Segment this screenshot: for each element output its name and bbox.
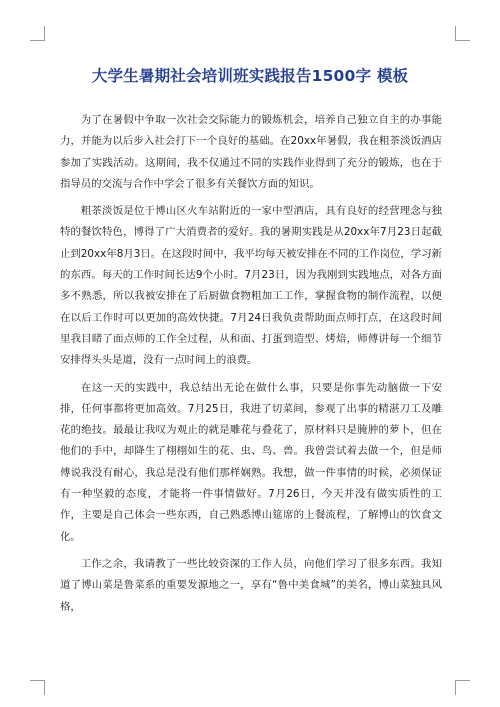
paragraph: 粗茶淡饭是位于博山区火车站附近的一家中型酒店，具有良好的经营理念与独特的餐饮特色，博得了广大消费者的爱好。我的暑期实践是从20xx年7月23日起截止到20xx年8月3日。在这段时间中，我平均每天被安排在不同的工作岗位，学习新的东西。每天的工作时间长达9个小时。7月23日，因为我刚到实践地点，对各方面多不熟悉，所以我被安排在了后厨做食物粗加工工作，掌握食物的制作流程，以便在以后工作时可以更加的高效快捷。7月24日我负责帮助面点师打点，在这段时间里我目睹了面点师的工作全过程，从和面、打蛋到造型、烤焙，师傅讲每一个细节安排得头头是道，没有一点时间上的浪费。 xyxy=(60,205,442,367)
crop-mark-top-left xyxy=(30,26,45,41)
crop-mark-bottom-left xyxy=(30,680,45,695)
crop-mark-top-right xyxy=(455,26,470,41)
document-body xyxy=(60,110,442,624)
document-title: 大学生暑期社会培训班实践报告1500字 模板 xyxy=(91,67,409,85)
paragraph: 工作之余，我请教了一些比较资深的工作人员，向他们学习了很多东西。我知道了博山菜是鲁菜系的重要发源地之一，享有“鲁中美食城”的美名，博山菜独具风格， xyxy=(60,557,442,613)
paragraph: 为了在暑假中争取一次社会交际能力的锻炼机会，培养自己独立自主的办事能力，并能为以后步入社会打下一个良好的基础。在20xx年暑假，我在粗茶淡饭酒店参加了实践活动。这期间，我不仅通过不同的实践作业得到了充分的锻炼，也在于指导员的交流与合作中学会了很多有关餐饮方面的知识。 xyxy=(60,114,442,190)
crop-mark-bottom-right xyxy=(455,680,470,695)
paragraph: 在这一天的实践中，我总结出无论在做什么事，只要是你事先动脑做一下安排，任何事都将更加高效。7月25日，我进了切菜间，参观了出事的精湛刀工及雕花的绝技。最最让我叹为观止的就是雕花与叠花了，原材料只是腌肿的萝卜，但在他们的手中，却降生了栩栩如生的花、虫、鸟、兽。我曾尝试着去做一个，但是师傅说我没有耐心，我总是没有他们那样娴熟。我想，做一件事情的时候，必须保证有一种坚毅的态度，才能将一件事情做好。7月26日，今天并没有做实质性的工作，主要是自己体会一些东西，自己熟悉博山筵席的上餐流程，了解博山的饮食文化。 xyxy=(60,381,442,543)
